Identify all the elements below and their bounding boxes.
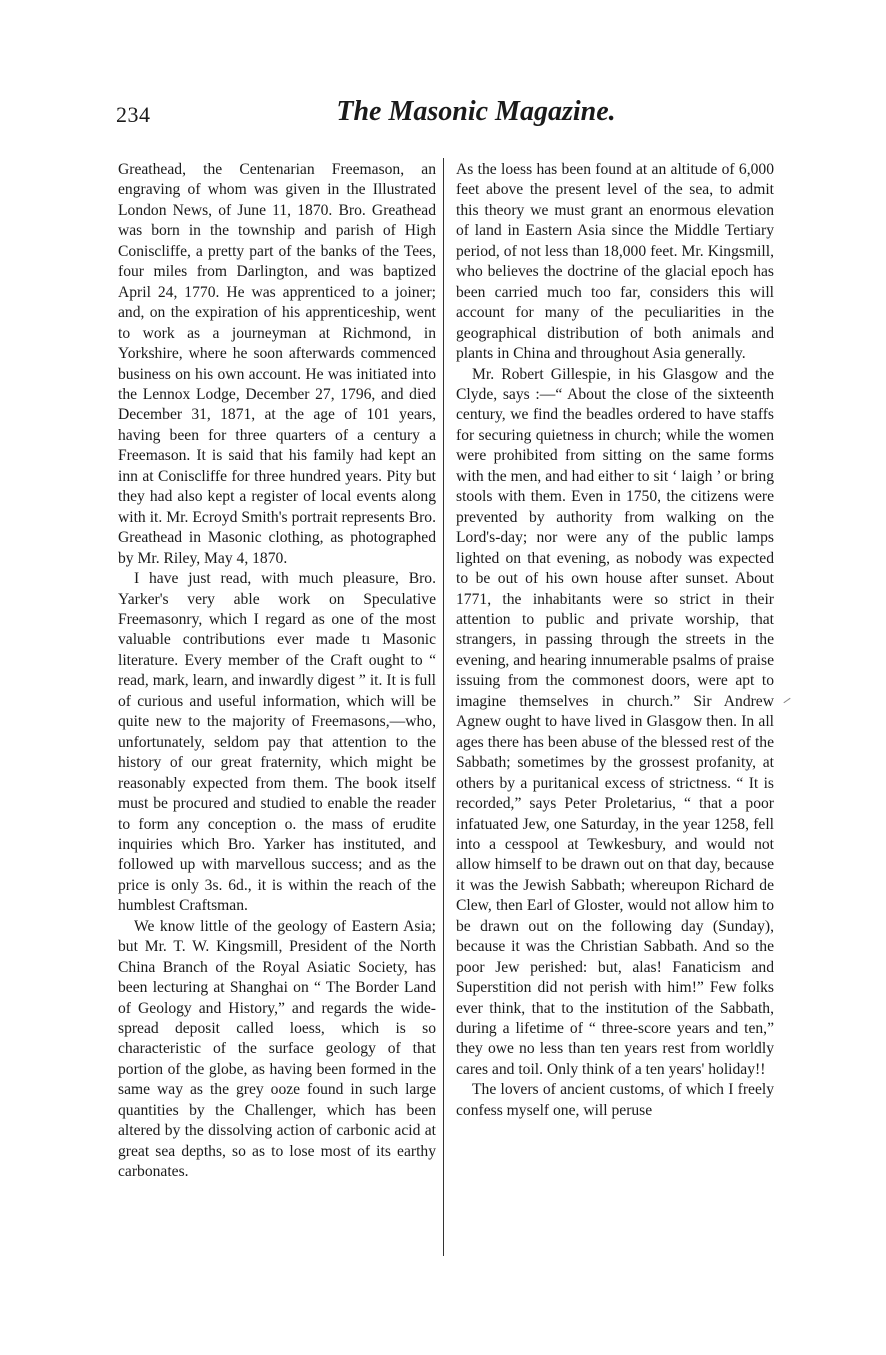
paragraph-geology: We know little of the geology of Eastern Asia; but Mr. T. W. Kingsmill, President of the North China Branch of the Royal Asiatic Society, has been lecturing at Shanghai on “ The Border Land of Geology and History,” and regards the wide-spread deposit called loess, which is so characteristic of the surface geology of that portion of the globe, as having been formed in the same way as the grey ooze found in such large quantities by the Challenger, which has been altered by the dissolving action of carbonic acid at great sea depths, so as to lose most of its earthy carbonates. xyxy=(118,917,436,1181)
paragraph-yarker: I have just read, with much pleasure, Bro. Yarker's very able work on Speculative Freemasonry, which I regard as one of the most valuable contributions ever made tı Masonic literature. Every member of the Craft ought to “ read, mark, learn, and inwardly digest ” it. It is full of curious and useful information, which will be quite new to the majority of Freemasons,—who, unfortunately, seldom pay that attention to the history of our great fraternity, which might be reasonably expected from them. The book itself must be procured and studied to enable the reader to form any conception o. the mass of erudite inquiries which Bro. Yarker has instituted, and followed up with marvellous success; and as the price is only 3s. 6d., it is within the reach of the humblest Craftsman. xyxy=(118,570,436,915)
page-number: 234 xyxy=(116,102,151,127)
right-column xyxy=(456,160,774,1121)
journal-title: The Masonic Magazine. xyxy=(336,96,616,127)
column-divider xyxy=(443,158,444,1256)
running-head xyxy=(116,96,776,136)
left-column xyxy=(118,160,436,1183)
margin-mark xyxy=(783,698,790,703)
paragraph-gillespie: Mr. Robert Gillespie, in his Glasgow and the Clyde, says :—“ About the close of the sixteenth century, we find the beadles ordered to have staffs for securing quietness in church; while the women were prohibited from sitting on the same forms with the men, and had either to sit ‘ laigh ’ or bring stools with them. Even in 1750, the citizens were prevented by authority from walking on the Lord's-day; nor were any of the public lamps lighted on that evening, as nobody was expected to be out of his own house after sunset. About 1771, the inhabitants were so strict in their attention to public and private worship, that strangers, in passing through the streets in the evening, and hearing innumerable psalms of praise issuing from the commonest doors, were apt to imagine themselves in church.” Sir Andrew Agnew ought to have lived in Glasgow then. In all ages there has been abuse of the blessed rest of the Sabbath; sometimes by the grossest profanity, at others by a puritanical excess of strictness. “ It is recorded,” says Peter Proletarius, “ that a poor infatuated Jew, one Saturday, in the year 1258, fell into a cesspool at Tewkesbury, and would not allow himself to be drawn out on that day, because it was the Jewish Sabbath; whereupon Richard de Clew, then Earl of Gloster, would not allow him to be drawn out on the following day (Sunday), because it was the Christian Sabbath. And so the poor Jew perished: but, alas! Fanaticism and Superstition did not perish with him!” Few folks ever think, that to the institution of the Sabbath, during a lifetime of “ three-score years and ten,” they owe no less than ten years rest from worldly cares and toil. Only think of a ten years' holiday!! xyxy=(456,365,775,1078)
paragraph-loess: As the loess has been found at an altitude of 6,000 feet above the present level of the sea, to admit this theory we must grant an enormous elevation of land in Eastern Asia since the Middle Tertiary period, of not less than 18,000 feet. Mr. Kingsmill, who believes the doctrine of the glacial epoch has been carried much too far, considers this will account for many of the peculiarities in the geographical distribution of both animals and plants in China and throughout Asia generally. xyxy=(456,161,774,363)
paragraph-greathead: Greathead, the Centenarian Freemason, an engraving of whom was given in the Illustrated London News, of June 11, 1870. Bro. Greathead was born in the township and parish of High Coniscliffe, a pretty part of the banks of the Tees, four miles from Darlington, and was baptized April 24, 1770. He was apprenticed to a joiner; and, on the expiration of his apprenticeship, went to work as a journeyman at Richmond, in Yorkshire, where he soon afterwards commenced business on his own account. He was initiated into the Lennox Lodge, December 27, 1796, and died December 31, 1871, at the age of 101 years, having been for three quarters of a century a Freemason. It is said that his family had kept an inn at Coniscliffe for three hundred years. Pity but they had also kept a register of local events along with it. Mr. Ecroyd Smith's portrait represents Bro. Greathead in Masonic clothing, as photographed by Mr. Riley, May 4, 1870. xyxy=(118,161,436,567)
paragraph-ancient-customs: The lovers of ancient customs, of which I freely confess myself one, will peruse xyxy=(456,1081,774,1119)
